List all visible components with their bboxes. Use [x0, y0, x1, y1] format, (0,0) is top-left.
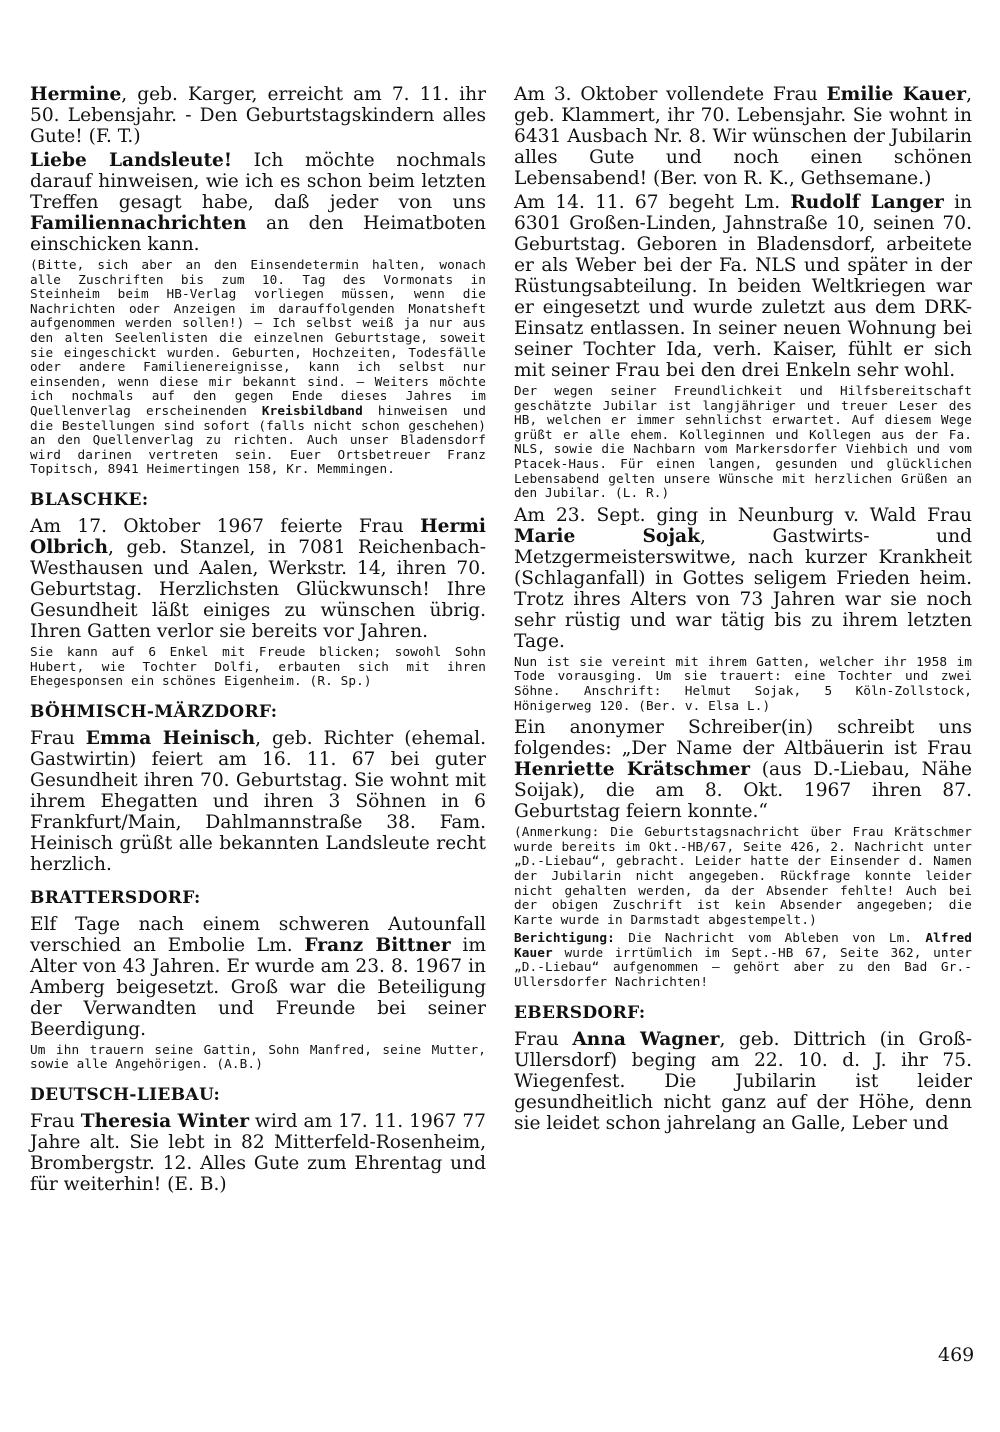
- paragraph: Hermine, geb. Karger, erreicht am 7. 11. ihr 50. Lebensjahr. - Den Geburtstagskindern alles Gute! (F. T.): [30, 84, 486, 147]
- small-print-paragraph: Der wegen seiner Freundlichkeit und Hilfsbereitschaft geschätzte Jubilar ist langjähriger und treuer Leser des HB, welchen er immer sehnlichst erwartet. Auf diesem Wege grüßt er alle ehem. Kolleginnen und Kollegen aus der Fa. NLS, sowie die Nachbarn vom Markersdorfer Viehbich und vom Ptacek-Haus. Für einen langen, gesunden und glücklichen Lebensabend gelten unsere Wünsche mit herzlichen Grüßen an den Jubilar. (L. R.): [514, 383, 972, 501]
- paragraph: Am 23. Sept. ging in Neunburg v. Wald Frau Marie Sojak, Gastwirts- und Metzgermeisterswitwe, nach kurzer Krankheit (Schlaganfall) in Gottes seligem Frieden heim. Trotz ihres Alters von 73 Jahren war sie noch sehr rüstig und war tätig bis zu ihrem letzten Tage.: [514, 504, 973, 652]
- paragraph: Am 17. Oktober 1967 feierte Frau Hermi Olbrich, geb. Stanzel, in 7081 Reichenbach-Westhausen und Aalen, Werkstr. 14, ihren 70. Geburtstag. Herzlichsten Glückwunsch! Ihre Gesundheit läßt einiges zu wünschen übrig. Ihren Gatten verlor sie bereits vor Jahren.: [30, 515, 486, 642]
- section-heading-boehmisch-maerzdorf: BÖHMISCH-MÄRZDORF:: [30, 701, 278, 722]
- paragraph: Am 3. Oktober vollendete Frau Emilie Kauer, geb. Klammert, ihr 70. Lebensjahr. Sie wohnt in 6431 Ausbach Nr. 8. Wir wünschen der Jubilarin alles Gute und noch einen schönen Lebensabend! (Ber. von R. K., Gethsemane.): [514, 84, 972, 189]
- section-heading-brattersdorf: BRATTERSDORF:: [30, 887, 201, 908]
- paragraph: Ein anonymer Schreiber(in) schreibt uns folgendes: „Der Name der Altbäuerin ist Frau Henriette Krätschmer (aus D.-Liebau, Nähe Soijak), die am 8. Okt. 1967 ihren 87. Geburtstag feiern konnte.“: [514, 717, 973, 823]
- paragraph: Liebe Landsleute! Ich möchte nochmals darauf hinweisen, wie ich es schon beim letzten Treffen gesagt habe, daß jeder von uns Familiennachrichten an den Heimatboten einschicken kann.: [30, 150, 487, 255]
- paragraph: Frau Anna Wagner, geb. Dittrich (in Groß-Ullersdorf) beging am 22. 10. d. J. ihr 75. Wiegenfest. Die Jubilarin ist leider gesundheitlich nicht ganz auf der Höhe, denn sie leidet schon jahrelang an Galle, Leber und: [514, 1028, 972, 1134]
- section-heading-ebersdorf: EBERSDORF:: [514, 1002, 646, 1023]
- page-number: 469: [938, 1344, 975, 1366]
- small-print-paragraph: (Anmerkung: Die Geburtstagsnachricht über Frau Krätschmer wurde bereits im Okt.-HB/67, Seite 426, 2. Nachricht unter „D.-Liebau“, gebracht. Leider hatte der Einsender d. Namen der Jubilarin nicht angegeben. Rückfrage konnte leider nicht gehalten werden, da der Absender fehlte! Auch bei der obigen Zuschrift ist kein Absender angegeben; die Karte wurde in Darmstadt abgestempelt.): [514, 824, 972, 927]
- paragraph: Frau Theresia Winter wird am 17. 11. 1967 77 Jahre alt. Sie lebt in 82 Mitterfeld-Rosenheim, Brombergstr. 12. Alles Gute zum Ehrentag und für weiterhin! (E. B.): [30, 1110, 487, 1195]
- paragraph: Elf Tage nach einem schweren Autounfall verschied an Embolie Lm. Franz Bittner im Alter von 43 Jahren. Er wurde am 23. 8. 1967 in Amberg beigesetzt. Groß war die Beteiligung der Verwandten und Freunde bei seiner Beerdigung.: [30, 913, 486, 1040]
- right-column: [514, 84, 972, 1137]
- paragraph: Am 14. 11. 67 begeht Lm. Rudolf Langer in 6301 Großen-Linden, Jahnstraße 10, seinen 70. Geburtstag. Geboren in Bladensdorf, arbeitete er als Weber bei der Fa. NLS und später in der Rüstungsabteilung. In beiden Weltkriegen war er eingesetzt und wurde zuletzt aus dem DRK-Einsatz entlassen. In seiner neuen Wohnung bei seiner Tochter Ida, verh. Kaiser, fühlt er sich mit seiner Frau bei den drei Enkeln sehr wohl.: [514, 192, 972, 381]
- paragraph: Frau Emma Heinisch, geb. Richter (ehemal. Gastwirtin) feiert am 16. 11. 67 bei guter Gesundheit ihren 70. Geburtstag. Sie wohnt mit ihrem Ehegatten und ihren 3 Söhnen in 6 Frankfurt/Main, Dahlmannstraße 38. Fam. Heinisch grüßt alle bekannten Landsleute recht herzlich.: [30, 727, 486, 875]
- section-heading-blaschke: BLASCHKE:: [30, 489, 149, 510]
- small-print-paragraph: (Bitte, sich aber an den Einsendetermin halten, wonach alle Zuschriften bis zum 10. Tag des Vormonats in Steinheim beim HB-Verlag vorliegen müssen, wenn die Nachrichten oder Anzeigen im darauffolgenden Monatsheft aufgenommen werden sollen!) — Ich selbst weiß ja nur aus den alten Seelenlisten die einzelnen Geburtstage, soweit sie eingeschickt wurden. Geburten, Hochzeiten, Todesfälle oder andere Familienereignisse, kann ich selbst nur einsenden, wenn diese mir bekannt sind. — Weiters möchte ich nochmals auf den gegen Ende dieses Jahres im Quellenverlag erscheinenden Kreisbildband hinweisen und die Bestellungen sind sofort (falls nicht schon geschehen) an den Quellenverlag zu richten. Auch unser Bladensdorf wird darinen vertreten sein. Euer Ortsbetreuer Franz Topitsch, 8941 Heimertingen 158, Kr. Memmingen.: [30, 257, 487, 477]
- small-print-paragraph: Um ihn trauern seine Gattin, Sohn Manfred, seine Mutter, sowie alle Angehörigen. (A.B.): [30, 1041, 486, 1072]
- section-heading-deutsch-liebau: DEUTSCH-LIEBAU:: [30, 1084, 221, 1105]
- left-column: [30, 84, 486, 1198]
- small-print-paragraph: Sie kann auf 6 Enkel mit Freude blicken; sowohl Sohn Hubert, wie Tochter Dolfi, erbauten sich mit ihren Ehegesponsen ein schönes Eigenheim. (R. Sp.): [30, 643, 486, 689]
- small-print-paragraph: Nun ist sie vereint mit ihrem Gatten, welcher ihr 1958 im Tode vorausging. Um sie trauert: eine Tochter und zwei Söhne. Anschrift: Helmut Sojak, 5 Köln-Zollstock, Hönigerweg 120. (Ber. v. Elsa L.): [514, 653, 972, 713]
- small-print-paragraph: Berichtigung: Die Nachricht vom Ableben von Lm. Alfred Kauer wurde irrtümlich im Sept.-HB 67, Seite 362, unter „D.-Liebau“ aufgenommen — gehört aber zu den Bad Gr.-Ullersdorfer Nachrichten!: [514, 930, 972, 990]
